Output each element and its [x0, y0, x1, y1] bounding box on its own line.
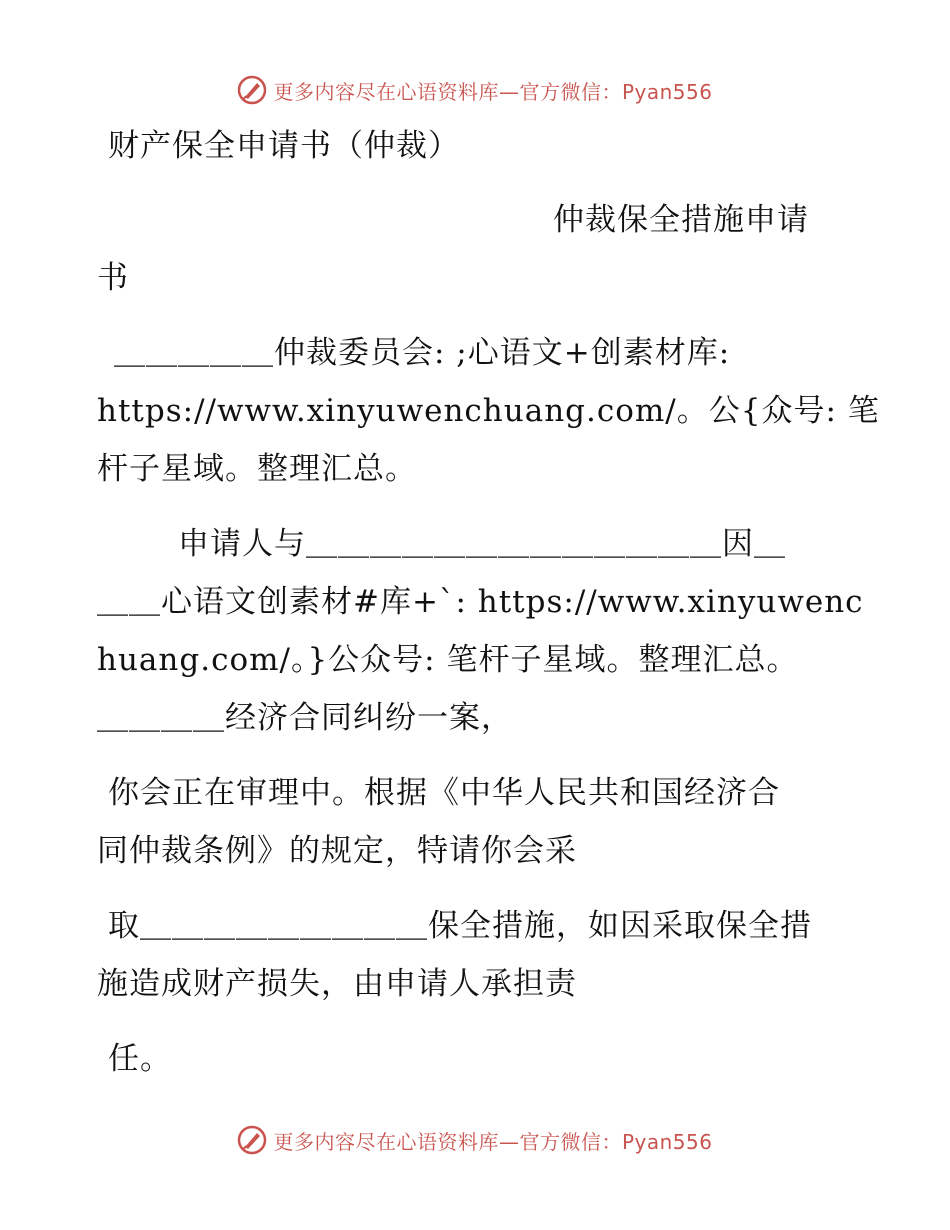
document-line: 你会正在审理中。根据《中华人民共和国经济合	[108, 775, 780, 811]
document-line: 同仲裁条例》的规定，特请你会采	[97, 833, 577, 869]
document-line: ＿＿＿＿经济合同纠纷一案，	[97, 700, 513, 736]
watermark-banner-top	[0, 70, 950, 110]
document-line: https://www.xinyuwenchuang.com/。公{众号: 笔	[97, 393, 880, 429]
quill-logo-icon	[237, 75, 267, 105]
document-line: 书	[97, 260, 129, 296]
document-line: 申请人与＿＿＿＿＿＿＿＿＿＿＿＿＿因＿	[178, 526, 786, 562]
document-line: huang.com/。}公众号: 笔杆子星域。整理汇总。	[97, 642, 799, 678]
document-line: 施造成财产损失，由申请人承担责	[97, 966, 577, 1002]
document-line: ＿＿心语文创素材#库+`: https://www.xinyuwenc	[97, 584, 864, 620]
document-title: 财产保全申请书（仲裁）	[108, 128, 460, 164]
watermark-text: 更多内容尽在心语资料库—官方微信：Pyan556	[273, 1129, 713, 1154]
document-line: 任。	[108, 1041, 172, 1077]
watermark-banner-bottom	[0, 1120, 950, 1160]
watermark-text: 更多内容尽在心语资料库—官方微信：Pyan556	[273, 79, 713, 104]
quill-logo-icon	[237, 1125, 267, 1155]
document-line: 取＿＿＿＿＿＿＿＿＿保全措施，如因采取保全措	[108, 908, 812, 944]
document-line: 杆子星域。整理汇总。	[97, 451, 417, 487]
document-line: 仲裁保全措施申请	[553, 202, 809, 238]
document-line: ＿＿＿＿＿仲裁委员会: ;心语文+创素材库:	[114, 335, 731, 371]
